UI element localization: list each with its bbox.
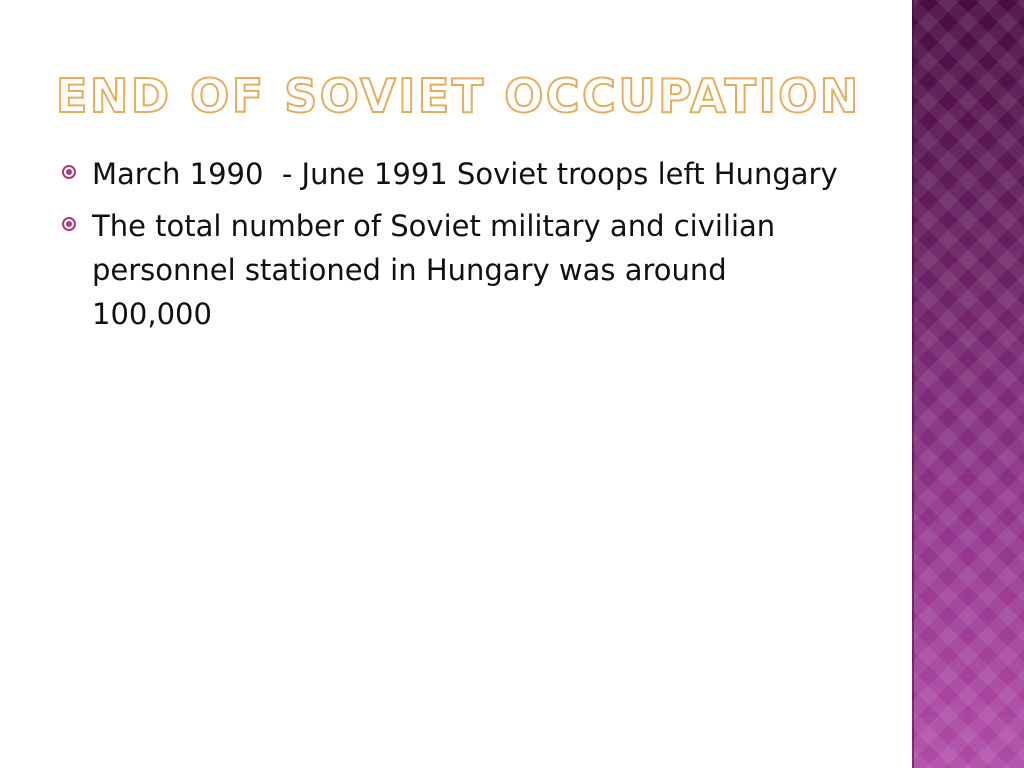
decorative-side-band	[912, 0, 1024, 768]
side-band-edge	[912, 0, 914, 768]
circled-dot-bullet-icon	[62, 217, 76, 231]
bullet-item	[62, 204, 842, 336]
bullet-list	[62, 152, 842, 344]
circled-dot-bullet-icon	[62, 165, 76, 179]
bullet-text: March 1990 - June 1991 Soviet troops left Hungary	[92, 157, 838, 191]
bullet-item	[62, 152, 842, 196]
slide-title: END OF SOVIET OCCUPATION	[56, 69, 861, 123]
bullet-text: The total number of Soviet military and civilian personnel stationed in Hungary was around 100,000	[92, 209, 785, 331]
